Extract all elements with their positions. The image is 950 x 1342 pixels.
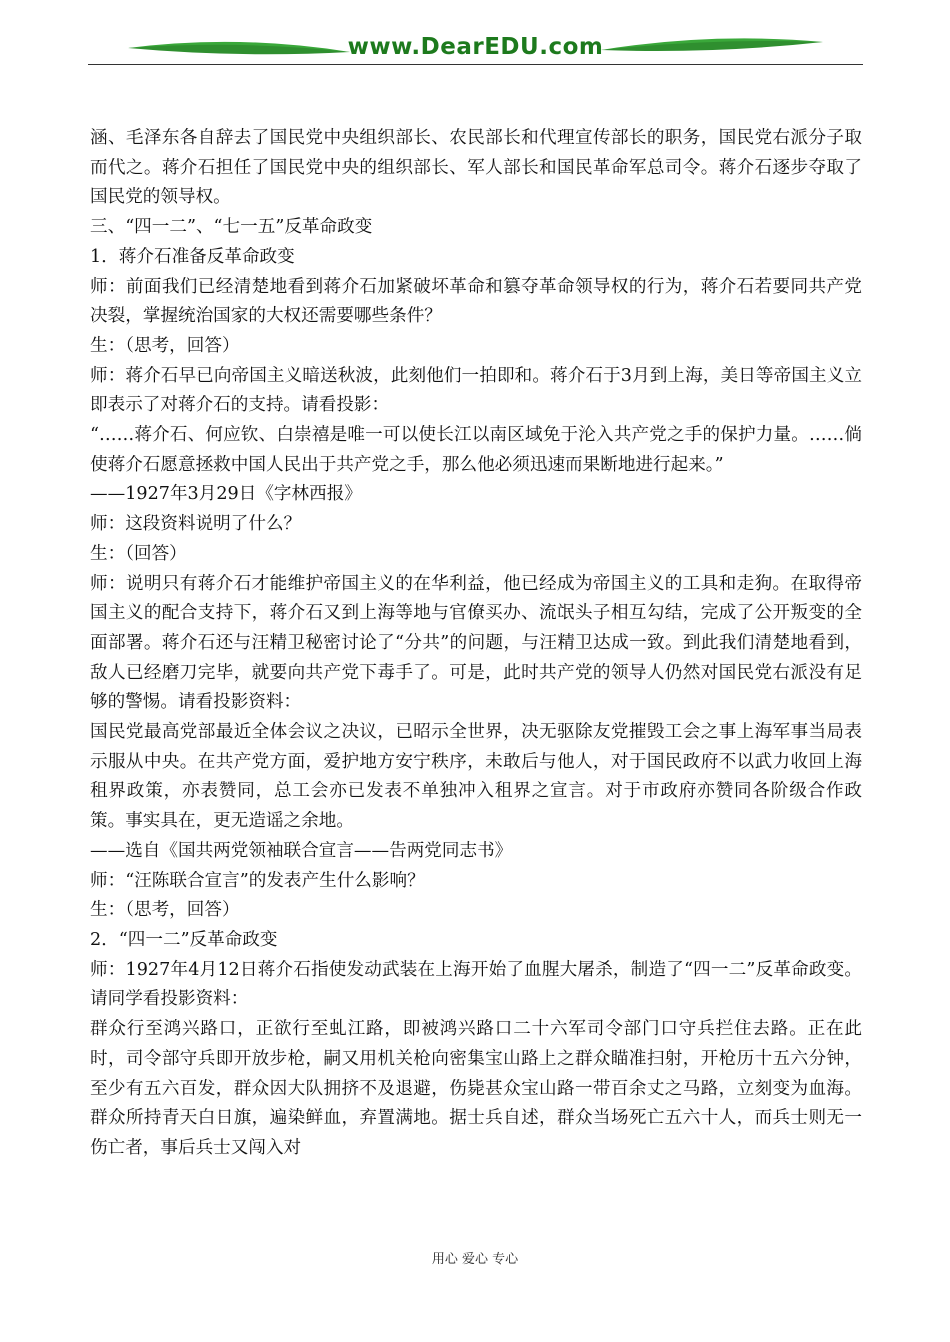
paragraph: 师：前面我们已经清楚地看到蒋介石加紧破坏革命和篡夺革命领导权的行为，蒋介石若要同共产党决裂，掌握统治国家的大权还需要哪些条件？ [90, 276, 862, 327]
paragraph: 师：说明只有蒋介石才能维护帝国主义的在华利益，他已经成为帝国主义的工具和走狗。在取得帝国主义的配合支持下，蒋介石又到上海等地与官僚买办、流氓头子相互勾结，完成了公开叛变的全面部署。蒋介石还与汪精卫秘密讨论了“分共”的问题，与汪精卫达成一致。到此我们清楚地看到，敌人已经磨刀完毕，就要向共产党下毒手了。可是，此时共产党的领导人仍然对国民党右派没有足够的警惕。请看投影资料： [90, 573, 862, 713]
paragraph: 生：（思考，回答） [90, 335, 240, 356]
paragraph: 师：蒋介石早已向帝国主义暗送秋波，此刻他们一拍即和。蒋介石于3月到上海，美日等帝国主义立即表示了对蒋介石的支持。请看投影： [90, 365, 862, 416]
site-logo-text: www.DearEDU.com [347, 34, 604, 60]
subsection-heading: 1．蒋介石准备反革命政变 [90, 246, 295, 267]
page-footer: 用心 爱心 专心 [431, 1252, 519, 1267]
section-heading: 三、“四一二”、“七一五”反革命政变 [90, 217, 373, 238]
paragraph: 生：（思考，回答） [90, 900, 240, 921]
citation: ——选自《国共两党领袖联合宣言——告两党同志书》 [90, 840, 513, 861]
quote: 群众行至鸿兴路口，正欲行至虬江路，即被鸿兴路口二十六军司令部门口守兵拦住去路。正在此时，司令部守兵即开放步枪，嗣又用机关枪向密集宝山路上之群众瞄准扫射，开枪历十五六分钟，至少有五六百发，群众因大队拥挤不及退避，伤毙甚众宝山路一带百余丈之马路，立刻变为血海。群众所持青天白日旗，遍染鲜血，弃置满地。据士兵自述，群众当场死亡五六十人，而兵士则无一伤亡者，事后兵士又闯入对 [90, 1019, 862, 1158]
paragraph: 师：1927年4月12日蒋介石指使发动武装在上海开始了血腥大屠杀，制造了“四一二”反革命政变。请同学看投影资料： [90, 959, 862, 1010]
header-rule [88, 64, 863, 65]
paragraph: 师：“汪陈联合宣言”的发表产生什么影响？ [90, 870, 425, 891]
quote: 国民党最高党部最近全体会议之决议，已昭示全世界，决无驱除友党摧毁工会之事上海军事当局表示服从中央。在共产党方面，爱护地方安宁秩序，未敢后与他人，对于国民政府不以武力收回上海租界政策，亦表赞同，总工会亦已发表不单独冲入租界之宣言。对于市政府亦赞同各阶级合作政策。事实具在，更无造谣之余地。 [90, 722, 862, 832]
paragraph: 师：这段资料说明了什么？ [90, 514, 302, 535]
subsection-heading: 2．“四一二”反革命政变 [90, 929, 278, 950]
document-body [90, 124, 862, 1164]
quote: “……蒋介石、何应钦、白崇禧是唯一可以使长江以南区域免于沦入共产党之手的保护力量。……倘使蒋介石愿意拯救中国人民出于共产党之手，那么他必须迅速而果断地进行起来。” [90, 425, 862, 475]
paragraph: 生：（回答） [90, 543, 187, 564]
paragraph: 涵、毛泽东各自辞去了国民党中央组织部长、农民部长和代理宣传部长的职务，国民党右派分子取而代之。蒋介石担任了国民党中央的组织部长、军人部长和国民革命军总司令。蒋介石逐步夺取了国民党的领导权。 [90, 128, 862, 208]
page-header [88, 28, 863, 72]
citation: ——1927年3月29日《字林西报》 [90, 484, 362, 505]
